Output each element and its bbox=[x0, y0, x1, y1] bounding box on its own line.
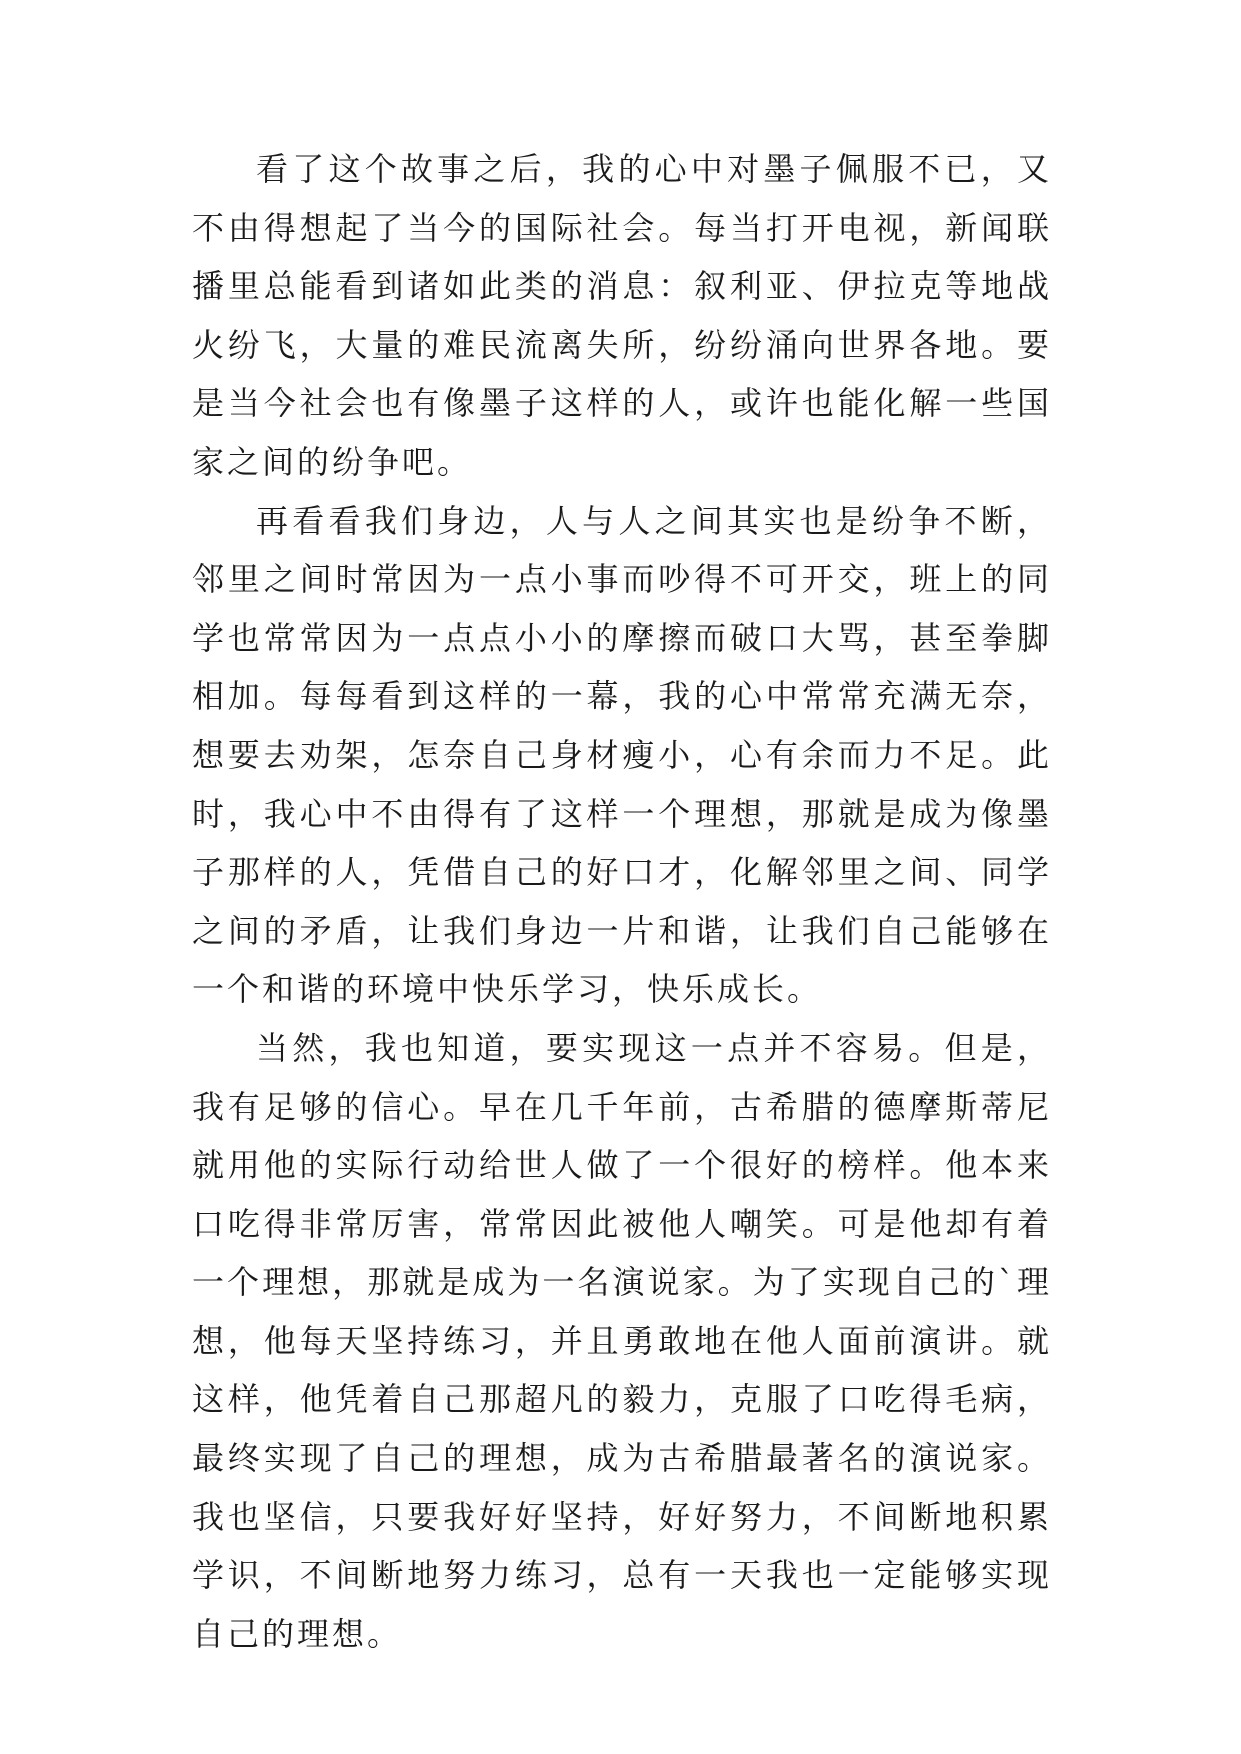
document-body bbox=[192, 140, 1052, 1663]
paragraph: 看了这个故事之后，我的心中对墨子佩服不已，又不由得想起了当今的国际社会。每当打开电视，新闻联播里总能看到诸如此类的消息：叙利亚、伊拉克等地战火纷飞，大量的难民流离失所，纷纷涌向世界各地。要是当今社会也有像墨子这样的人，或许也能化解一些国家之间的纷争吧。 bbox=[192, 150, 1052, 481]
paragraph: 再看看我们身边，人与人之间其实也是纷争不断，邻里之间时常因为一点小事而吵得不可开交，班上的同学也常常因为一点点小小的摩擦而破口大骂，甚至拳脚相加。每每看到这样的一幕，我的心中常常充满无奈，想要去劝架，怎奈自己身材瘦小，心有余而力不足。此时，我心中不由得有了这样一个理想，那就是成为像墨子那样的人，凭借自己的好口才，化解邻里之间、同学之间的矛盾，让我们身边一片和谐，让我们自己能够在一个和谐的环境中快乐学习，快乐成长。 bbox=[192, 501, 1052, 1009]
paragraph: 当然，我也知道，要实现这一点并不容易。但是，我有足够的信心。早在几千年前，古希腊的德摩斯蒂尼就用他的实际行动给世人做了一个很好的榜样。他本来口吃得非常厉害，常常因此被他人嘲笑。可是他却有着一个理想，那就是成为一名演说家。为了实现自己的`理想，他每天坚持练习，并且勇敢地在他人面前演讲。就这样，他凭着自己那超凡的毅力，克服了口吃得毛病，最终实现了自己的理想，成为古希腊最著名的演说家。我也坚信，只要我好好坚持，好好努力，不间断地积累学识，不间断地努力练习，总有一天我也一定能够实现自己的理想。 bbox=[192, 1028, 1052, 1653]
